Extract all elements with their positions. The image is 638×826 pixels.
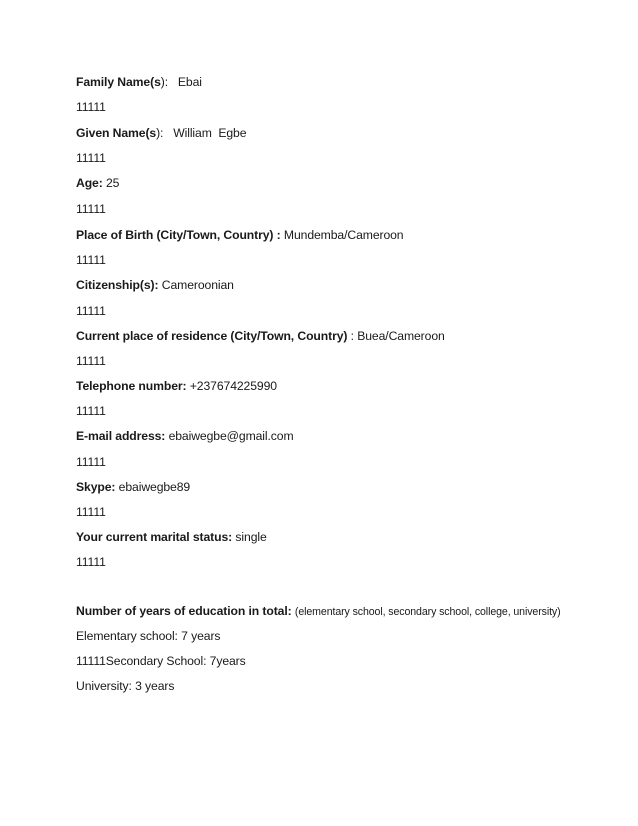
family-name-label-s: s xyxy=(154,75,161,89)
citizenship-line xyxy=(76,277,234,293)
email-value: ebaiwegbe@gmail.com xyxy=(168,429,294,443)
family-name-line xyxy=(76,74,202,90)
education-note: (elementary school, secondary school, college, university) xyxy=(294,606,561,618)
separator-3: 11111 xyxy=(76,202,106,216)
separator-5: 11111 xyxy=(76,304,106,318)
elementary-school-line: Elementary school: 7 years xyxy=(76,629,221,643)
place-of-birth-label: Place of Birth (City/Town, Country) : xyxy=(76,228,281,242)
given-name-label-s: s xyxy=(149,126,157,140)
telephone-label: Telephone number: xyxy=(76,379,187,393)
separator-4: 11111 xyxy=(76,253,106,267)
separator-9: 11111 xyxy=(76,505,106,519)
skype-line xyxy=(76,479,190,495)
given-name-value: William Egbe xyxy=(173,126,247,140)
separator-2: 11111 xyxy=(76,151,106,165)
university-line: University: 3 years xyxy=(76,679,175,693)
separator-7: 11111 xyxy=(76,404,106,418)
family-name-label-end: ): xyxy=(160,75,168,89)
age-label: Age: xyxy=(76,176,103,190)
given-name-label: Given Name( xyxy=(76,126,150,140)
separator-1: 11111 xyxy=(76,100,106,114)
citizenship-value: Cameroonian xyxy=(161,278,234,292)
email-label: E-mail address: xyxy=(76,429,166,443)
given-name-line xyxy=(76,125,246,141)
secondary-school-line: 11111Secondary School: 7years xyxy=(76,654,246,668)
given-name-label-end: ): xyxy=(156,126,164,140)
family-name-value: Ebai xyxy=(177,75,202,89)
education-line xyxy=(76,603,561,620)
age-line xyxy=(76,175,119,191)
skype-label: Skype: xyxy=(76,480,116,494)
residence-line xyxy=(76,328,445,344)
place-of-birth-line xyxy=(76,227,403,243)
telephone-line xyxy=(76,378,277,394)
marital-status-line xyxy=(76,529,267,545)
education-label: Number of years of education in total: xyxy=(76,604,292,618)
residence-label: Current place of residence (City/Town, Country) xyxy=(76,329,348,343)
separator-8: 11111 xyxy=(76,455,106,469)
skype-value: ebaiwegbe89 xyxy=(118,480,191,494)
email-line xyxy=(76,428,294,444)
separator-6: 11111 xyxy=(76,354,106,368)
residence-value: : Buea/Cameroon xyxy=(347,329,445,343)
place-of-birth-value: Mundemba/Cameroon xyxy=(283,228,404,242)
family-name-label: Family Name( xyxy=(76,75,155,89)
telephone-value: +237674225990 xyxy=(189,379,277,393)
marital-status-label: Your current marital status: xyxy=(76,530,233,544)
separator-10: 11111 xyxy=(76,555,106,569)
age-value: 25 xyxy=(105,176,120,190)
marital-status-value: single xyxy=(235,530,267,544)
citizenship-label: Citizenship(s): xyxy=(76,278,159,292)
